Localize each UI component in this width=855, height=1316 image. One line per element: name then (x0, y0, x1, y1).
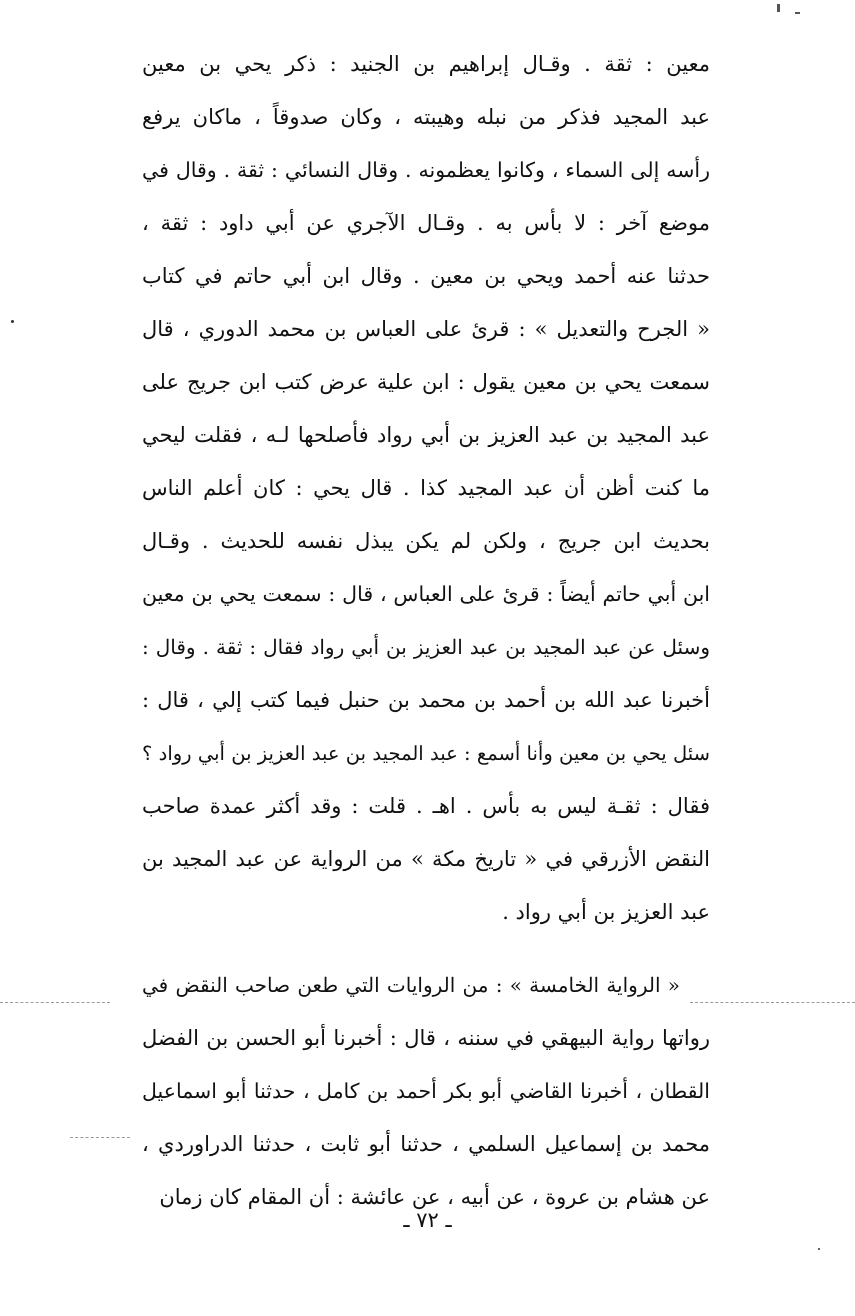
text-line: محمد بن إسماعيل السلمي ، حدثنا أبو ثابت ، حدثنا الدراوردي ، (142, 1132, 710, 1156)
text-line: عن هشام بن عروة ، عن أبيه ، عن عائشة : أن المقام كان زمان (159, 1185, 710, 1209)
scan-speck-left (11, 320, 14, 323)
text-line: رواتها رواية البيهقي في سننه ، قال : أخبرنا أبو الحسن بن الفضل (142, 1026, 710, 1050)
scan-line-3 (70, 1137, 130, 1138)
paragraph-fifth-narration (142, 959, 710, 1224)
text-line: موضع آخر : لا بأس به . وقـال الآجري عن أبي داود : ثقة ، (142, 211, 710, 235)
text-line: حدثنا عنه أحمد ويحي بن معين . وقال ابن أبي حاتم في كتاب (142, 264, 710, 288)
text-line: سمعت يحي بن معين يقول : ابن علية عرض كتب ابن جريج على (142, 370, 710, 394)
text-line: ما كنت أظن أن عبد المجيد كذا . قال يحي : كان أعلم الناس (142, 476, 710, 500)
text-line: سئل يحي بن معين وأنا أسمع : عبد المجيد بن عبد العزيز بن أبي رواد ؟ (142, 742, 710, 765)
text-line: عبد المجيد فذكر من نبله وهيبته ، وكان صدوقاً ، ماكان يرفع (142, 105, 710, 129)
text-line: عبد المجيد بن عبد العزيز بن أبي رواد فأصلحها لـه ، فقلت ليحي (142, 423, 710, 447)
scan-speck-right-bottom (818, 1248, 820, 1250)
page-number: ـ ٧٢ ـ (403, 1208, 452, 1232)
text-line: عبد العزيز بن أبي رواد . (502, 900, 710, 924)
paragraph-gap (142, 939, 710, 959)
text-line: فقال : ثقـة ليس به بأس . اهـ . قلت : وقد أكثر عمدة صاحب (142, 794, 710, 818)
scan-line-1 (0, 1002, 110, 1003)
text-line: ابن أبي حاتم أيضاً : قرئ على العباس ، قال : سمعت يحي بن معين (142, 582, 710, 606)
paragraph-continued (142, 38, 710, 939)
text-line: بحديث ابن جريج ، ولكن لم يكن يبذل نفسه للحديث . وقـال (142, 529, 710, 553)
text-line: معين : ثقة . وقـال إبراهيم بن الجنيد : ذكر يحي بن معين (142, 52, 710, 76)
text-line: رأسه إلى السماء ، وكانوا يعظمونه . وقال النسائي : ثقة . وقال في (142, 158, 710, 182)
text-line: القطان ، أخبرنا القاضي أبو بكر أحمد بن كامل ، حدثنا أبو اسماعيل (142, 1079, 710, 1103)
text-line: أخبرنا عبد الله بن أحمد بن محمد بن حنبل فيما كتب إلي ، قال : (142, 688, 710, 712)
text-line: وسئل عن عبد المجيد بن عبد العزيز بن أبي رواد فقال : ثقة . وقال : (142, 635, 710, 659)
text-line: النقض الأزرقي في « تاريخ مكة » من الرواية عن عبد المجيد بن (142, 847, 710, 871)
body-text (142, 38, 710, 1224)
scan-speck-top-right-2 (795, 12, 800, 14)
scan-speck-top-right (777, 4, 780, 12)
scan-line-2 (690, 1002, 855, 1003)
text-line: « الجرح والتعديل » : قرئ على العباس بن محمد الدوري ، قال (142, 317, 710, 341)
text-line: « الرواية الخامسة » : من الروايات التي طعن صاحب النقض في (142, 973, 680, 997)
